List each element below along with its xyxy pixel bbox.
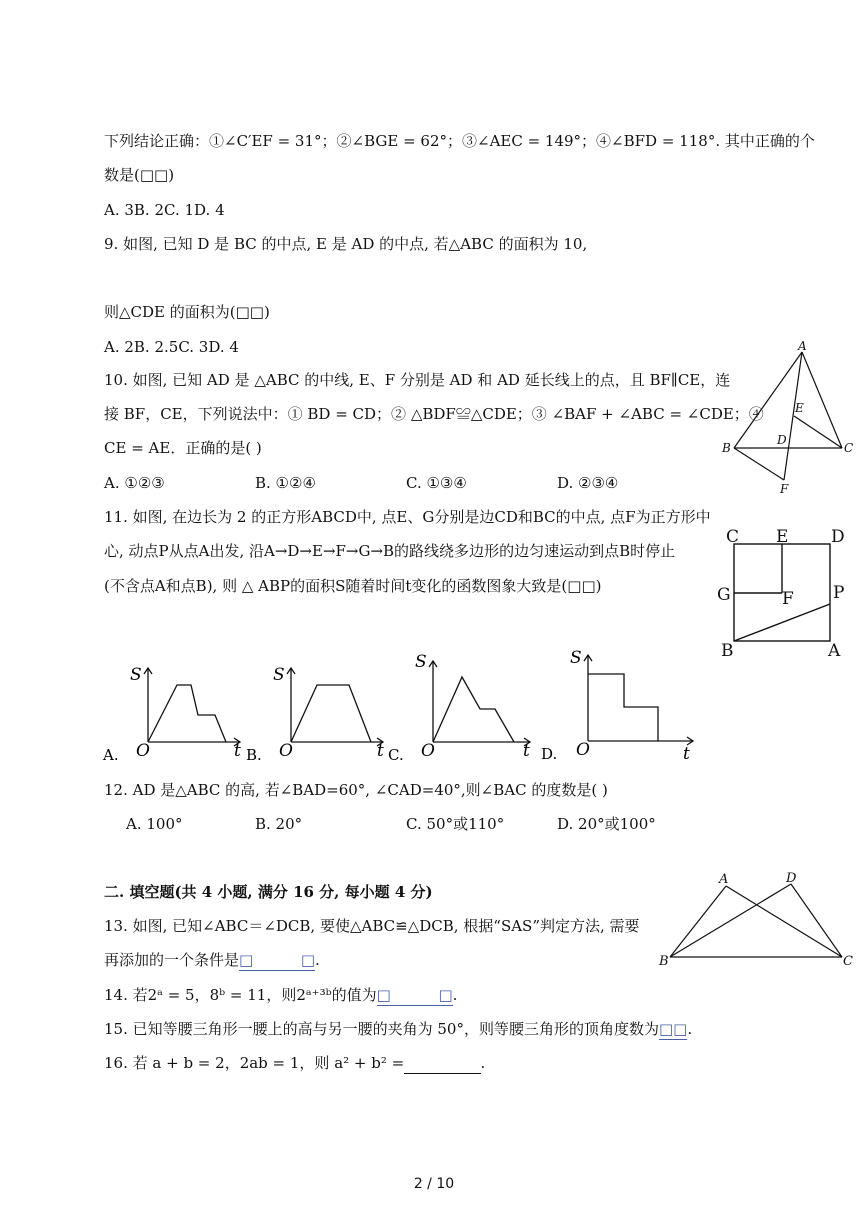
q13-line-ba [670,886,726,957]
q11-graph-c-axis-s: S [415,652,427,672]
q10-line1: 10. 如图, 已知 AD 是 △ABC 的中线, E、F 分别是 AD 和 AD 延长线上的点，且 BF∥CE，连 [104,371,731,389]
q11-graph-d-axis-t: t [683,744,690,764]
q11-graph-b-axis-t: t [377,741,384,761]
q10-label-e: E [795,401,804,415]
q15-line [104,1019,692,1040]
q11-label-e: E [776,527,789,547]
q10-label-b: B [722,441,731,455]
q11-graph-d-curve [588,674,658,741]
q13-answer-blank[interactable]: □ □ [239,951,316,969]
q15-answer-blank[interactable]: □□ [658,1020,688,1038]
q11-line1: 11. 如图, 在边长为 2 的正方形ABCD中, 点E、G分别是边CD和BC的中点, 点F为正方形中 [104,508,711,526]
q11-graph-c-axis-o: O [421,741,435,761]
q9-line2: 则△CDE 的面积为(□□) [104,303,270,321]
q10-line2: 接 BF，CE，下列说法中：① BD = CD；② △BDF≌△CDE；③ ∠BAF + ∠ABC = ∠CDE；④ [104,405,764,423]
q13-line-bd [670,884,791,957]
q14-suffix: . [452,986,458,1004]
q10-figure [718,340,858,500]
q13-label-b: B [659,954,669,969]
q16-answer-blank[interactable] [404,1053,480,1074]
q10-option-a: A. ①②③ [104,474,165,492]
q10-line-ac [802,352,842,448]
q10-option-c: C. ①③④ [406,474,467,492]
q14-answer-blank[interactable]: □ □ [376,986,453,1004]
q11-graph-a-label: A. [103,746,119,764]
q10-label-a: A [798,339,807,353]
q13-line-dc [791,884,842,957]
q11-graph-a-axis-s: S [130,665,142,685]
q11-graph-a-axis-o: O [136,741,150,761]
q11-label-c: C [726,527,740,547]
q11-label-a: A [828,641,841,661]
q9-line1: 9. 如图, 已知 D 是 BC 的中点, E 是 AD 的中点, 若△ABC 的面积为 10, [104,235,588,253]
q12-option-b: B. 20° [255,815,303,833]
q13-label-d: D [786,871,797,886]
q11-label-g: G [717,585,731,605]
q15-prefix: 15. 已知等腰三角形一腰上的高与另一腰的夹角为 50°，则等腰三角形的顶角度数为 [104,1020,659,1038]
q11-graph-c-axis-t: t [523,741,530,761]
q9-options: A. 2B. 2.5C. 3D. 4 [104,338,239,356]
q11-graph-d-label: D. [541,745,558,763]
q11-graph-c [385,645,540,765]
q13-line2-prefix: 再添加的一个条件是 [104,951,240,969]
q11-graph-c-label: C. [388,746,404,764]
q13-figure-svg [655,868,860,973]
q11-graph-a-curve [148,685,226,742]
q8-options: A. 3B. 2C. 1D. 4 [104,201,225,219]
q13-line1: 13. 如图, 已知∠ABC＝∠DCB, 要使△ABC≌△DCB, 根据“SAS”判定方法, 需要 [104,917,640,935]
q11-graph-b-curve [291,685,371,742]
q11-line3: (不含点A和点B), 则 △ ABP的面积S随着时间t变化的函数图象大致是(□□) [104,577,602,595]
q10-line-af [784,352,802,480]
q12-option-c: C. 50°或110° [406,815,505,833]
q13-line-ac [726,886,842,957]
q11-graph-a [100,650,250,765]
q12-option-a: A. 100° [126,815,183,833]
q11-line-bp [734,604,830,641]
q11-label-d: D [831,527,845,547]
q11-graph-b-axis-o: O [279,741,293,761]
page-number: 2 / 10 [413,1176,455,1192]
q11-graph-c-curve [433,677,514,742]
q10-figure-svg [718,340,858,500]
q11-square-svg [712,524,862,664]
q11-graph-a-axis-t: t [234,741,241,761]
section2-heading: 二. 填空题(共 4 小题, 满分 16 分, 每小题 4 分) [104,883,433,901]
q16-prefix: 16. 若 a + b = 2，2ab = 1，则 a² + b² = [104,1054,405,1072]
q16-line [104,1053,485,1074]
q13-line2-suffix: . [315,951,320,969]
q10-line3: CE = AE．正确的是( ) [104,439,262,457]
q11-graph-d-axis-o: O [576,740,590,760]
q16-suffix: . [480,1054,486,1072]
q8-line1: 下列结论正确：①∠C′EF = 31°；②∠BGE = 62°；③∠AEC = 149°；④∠BFD = 118°. 其中正确的个 [104,132,815,150]
q11-label-p: P [833,583,845,603]
q13-line2 [104,950,320,971]
q11-graph-d-axis-s: S [570,648,582,668]
q13-figure [655,868,860,973]
q10-label-f: F [780,482,789,496]
q11-graph-d [538,645,698,765]
q10-label-d: D [777,433,787,447]
q8-line2: 数是(□□) [104,166,175,184]
q10-option-b: B. ①②④ [255,474,316,492]
q11-line2: 心, 动点P从点A出发, 沿A→D→E→F→G→B的路线绕多边形的边匀速运动到点B时停止 [104,542,676,560]
q10-line-ab [734,352,802,448]
q12-line1: 12. AD 是△ABC 的高, 若∠BAD=60°, ∠CAD=40°,则∠BAC 的度数是( ) [104,781,608,799]
q11-graph-b [243,650,393,765]
q13-label-a: A [719,872,729,887]
q11-graph-b-axis-s: S [273,665,285,685]
q11-graph-b-label: B. [246,746,262,764]
q15-suffix: . [687,1020,693,1038]
q10-option-d: D. ②③④ [557,474,619,492]
q14-line [104,985,457,1006]
q14-prefix: 14. 若2ᵃ = 5，8ᵇ = 11，则2ᵃ⁺³ᵇ的值为 [104,986,377,1004]
q11-square-figure [712,524,862,664]
q13-label-c: C [843,954,853,969]
q11-label-b: B [721,641,734,661]
q10-label-c: C [844,441,854,455]
q12-option-d: D. 20°或100° [557,815,656,833]
q10-line-bf [734,448,784,480]
q11-label-f: F [782,589,794,609]
